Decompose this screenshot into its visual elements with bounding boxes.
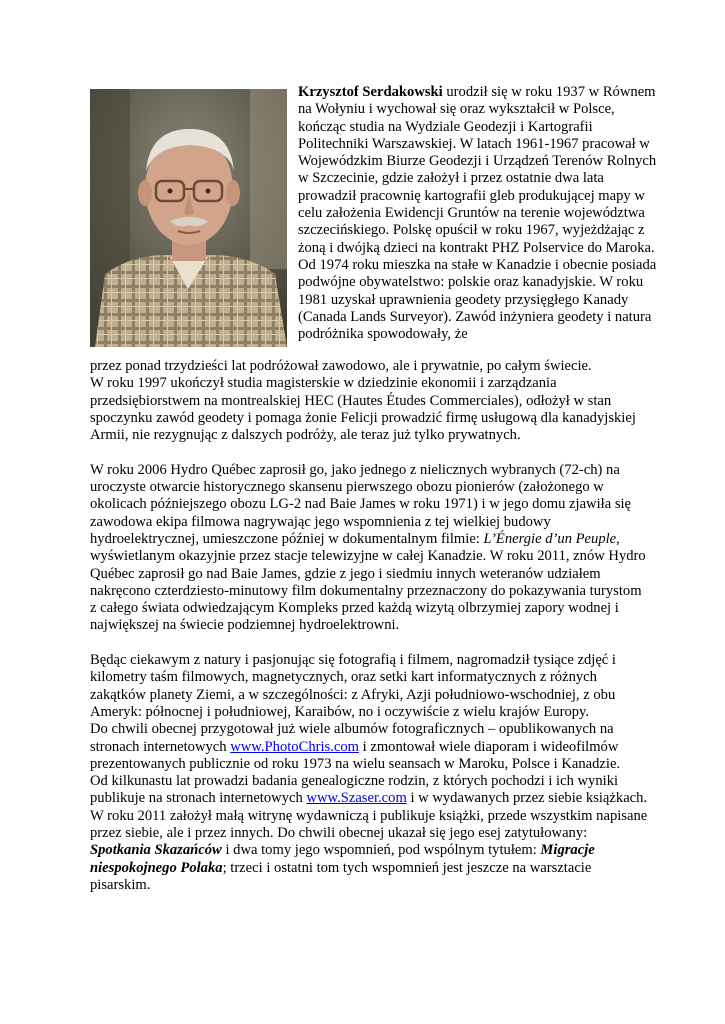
publishing-paragraph <box>90 808 650 894</box>
film-title: L’Énergie d’un Peuple <box>483 530 617 547</box>
publishing-text-end: ; trzeci i ostatni tom tych wspomnień jest jeszcze na warsztacie pisarskim. <box>90 859 592 893</box>
canada-paragraph-end: przez ponad trzydzieści lat podróżował zawodowo, ale i prywatnie, po całym świecie. <box>90 358 592 374</box>
canada-paragraph-start: Od 1974 roku mieszka na stałe w Kanadzie i obecnie posiada podwójne obywatelstwo: polskie oraz kanadyjskie. W roku 1981 uzyskał uprawnienia geodety przysięgłego Kanady (Canada Lands Surveyor). Zawód inżyniera geodety i natura podróżnika spowodowały, że <box>298 256 657 343</box>
publishing-text-middle: i dwa tomy jego wspomnień, pod wspólnym tytułem: <box>221 842 541 859</box>
author-name: Krzysztof Serdakowski <box>298 84 443 100</box>
genealogy-text-end: i w wydawanych przez siebie książkach. <box>406 790 648 807</box>
photochris-link[interactable]: www.PhotoChris.com <box>230 738 359 755</box>
publishing-text-start: W roku 2011 założył małą witrynę wydawniczą i publikuje książki, przede wszystkim napisane przez siebie, ale i przez innych. Do chwili obecnej ukazał się jego esej zatytułowany: <box>90 807 648 842</box>
book-title-spotkania: Spotkania Skazańców <box>90 842 222 859</box>
hec-paragraph: W roku 1997 ukończył studia magisterskie w dziedzinie ekonomii i zarządzania przedsiębiorstwem na montrealskiej HEC (Hautes Études Commerciales), odłożył w stan spoczynku zawód geodety i pomaga żonie Felicji prowadzić firmę usługową dla kanadyjskiej Armii, nie rezygnując z dalszych podróży, ale teraz już tylko prywatnych. <box>90 375 636 444</box>
albums-text-end: i zmontował wiele diaporam i wideofilmów prezentowanych publicznie od roku 1973 na wielu seansach w Maroku, Polsce i Kanadzie. <box>90 738 621 772</box>
bio-intro-text: urodził się w roku 1937 w Równem na Wołyniu i wychował się oraz wykształcił w Polsce, kończąc studia na Wydziale Geodezji i Kartografii Politechniki Warszawskiej. W latach 1961-1967 pracował w Wojewódzkim Biurze Geodezji i Urządzeń Terenów Rolnych w Szczecinie, gdzie założył i przez ostatnie dwa lata prowadził pracownię kartografii gleb produkującej mapy w celu założenia Ewidencji Gruntów na terenie województwa szczecińskiego. Polskę opuścił w roku 1967, wyjeżdżając z żoną i dwójką dzieci na kontrakt PHZ Polservice do Maroka. <box>298 84 657 256</box>
book-title-migracje: Migracje niespokojnego Polaka <box>90 842 595 876</box>
hydro-text-start: W roku 2006 Hydro Québec zaprosił go, jako jednego z nielicznych wybranych (72-ch) na uroczyste otwarcie historycznego skansenu pierwszego obozu pionierów (założonego w okolicach późniejszego obozu LG-2 nad Baie James w roku 1971) i w jego domu zjawiła się zawodowa ekipa filmowa nagrywając jego wspomnienia z tej wielkiej budowy hydroelektrycznej, umieszczone później w dokumentalnym filmie: <box>90 461 632 547</box>
hydro-quebec-paragraph <box>90 462 650 635</box>
albums-text-start: Do chwili obecnej przygotował już wiele albumów fotograficznych – opublikowanych na stronach internetowych <box>90 721 614 755</box>
genealogy-paragraph <box>90 773 650 808</box>
szaser-link[interactable]: www.Szaser.com <box>306 790 407 807</box>
hydro-text-end: , wyświetlanym okazyjnie przez stacje telewizyjne w całej Kanadzie. W roku 2011, znów Hydro Québec zaprosił go nad Baie James, gdzie z jego i siedmiu innych weteranów udziałem nakręcono czterdziesto-minutowy film dokumentalny przeznaczony do pokazywania turystom z całego świata odwiedzającym Kompleks przed każdą wizytą olbrzymiej zapory wodnej i największej na świecie podziemnej hydroelektrowni. <box>90 530 646 634</box>
bio-full-width-text <box>90 358 650 894</box>
genealogy-text-start: Od kilkunastu lat prowadzi badania genealogiczne rodzin, z których pochodzi i ich wyniki publikuje na stronach internetowych <box>90 773 619 807</box>
author-portrait-photo <box>90 89 287 347</box>
bio-intro-paragraph <box>298 84 658 257</box>
bio-column-text <box>298 84 658 343</box>
hobby-paragraph: Będąc ciekawym z natury i pasjonując się fotografią i filmem, nagromadził tysiące zdjęć i kilometry taśm filmowych, magnetycznych, oraz setki kart informatycznych z różnych zakątków planety Ziemi, a w szczególności: z Afryki, Azji południowo-wschodniej, z obu Ameryk: północnej i południowej, Karaibów, no i oczywiście z wielu krajów Europy. <box>90 652 616 720</box>
albums-paragraph <box>90 721 650 773</box>
